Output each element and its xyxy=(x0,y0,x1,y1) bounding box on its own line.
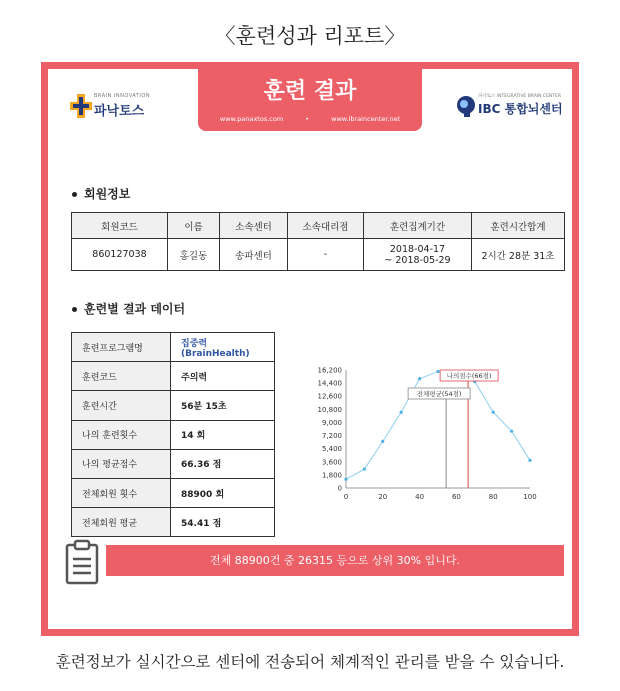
y-tick-label: 3,600 xyxy=(321,458,342,467)
x-tick-label: 100 xyxy=(523,493,537,501)
cell-total-time: 2시간 28분 31초 xyxy=(472,239,565,271)
data-point xyxy=(436,370,439,373)
data-point xyxy=(400,411,403,414)
x-tick-label: 0 xyxy=(343,493,349,501)
cell-member-code: 860127038 xyxy=(72,239,168,271)
panaxtos-logo xyxy=(70,91,170,121)
y-tick-label: 14,400 xyxy=(317,379,342,388)
col-center: 소속센터 xyxy=(220,213,288,239)
col-member-code: 회원코드 xyxy=(72,213,168,239)
url-separator: • xyxy=(305,115,310,123)
y-tick-label: 9,000 xyxy=(321,418,342,427)
col-total-time: 훈련시간합계 xyxy=(472,213,565,239)
bullet-icon xyxy=(72,307,77,312)
row-value: 14 회 xyxy=(171,420,275,449)
footer-caption: 훈련정보가 실시간으로 센터에 전송되어 체계적인 관리를 받을 수 있습니다. xyxy=(55,653,565,671)
panaxtos-cross-icon xyxy=(70,94,92,118)
data-point xyxy=(492,411,495,414)
row-value: 66.36 점 xyxy=(171,449,275,478)
cell-name: 홍길동 xyxy=(168,239,220,271)
x-tick-label: 80 xyxy=(488,493,498,501)
y-tick-label: 7,200 xyxy=(321,432,342,441)
period-start: 2018-04-17 xyxy=(389,243,446,255)
row-value: 집중력 (BrainHealth) xyxy=(171,333,275,362)
result-table xyxy=(71,332,275,537)
data-point xyxy=(381,440,384,443)
url-ibraincenter: www.ibraincenter.net xyxy=(331,115,401,123)
table-row xyxy=(72,508,275,537)
table-row xyxy=(72,420,275,449)
panaxtos-tagline: BRAIN INNOVATION xyxy=(94,93,151,99)
table-row xyxy=(72,362,275,391)
member-info-table xyxy=(71,212,565,271)
x-tick-label: 20 xyxy=(378,493,388,501)
row-key: 훈련프로그램명 xyxy=(72,333,171,362)
table-row xyxy=(72,478,275,507)
y-tick-label: 5,400 xyxy=(321,445,342,454)
bullet-icon xyxy=(72,192,77,197)
data-point xyxy=(528,459,531,462)
annotation-label: 나의점수(66점) xyxy=(446,372,492,380)
cell-agency: - xyxy=(288,239,364,271)
panaxtos-name: 파낙토스 xyxy=(94,104,145,119)
ibc-name: IBC 통합뇌센터 xyxy=(478,102,563,116)
y-tick-label: 10,800 xyxy=(317,405,342,414)
ibc-tagline: 파낙토스 INTEGRATIVE BRAIN CENTER xyxy=(478,94,561,99)
y-tick-label: 1,800 xyxy=(321,471,342,480)
table-row xyxy=(72,391,275,420)
header-urls xyxy=(198,115,422,123)
page-title: 〈훈련성과 리포트〉 xyxy=(214,24,406,48)
row-value: 56분 15초 xyxy=(171,391,275,420)
period-end: ~ 2018-05-29 xyxy=(384,254,451,266)
score-distribution-chart xyxy=(308,362,538,508)
col-agency: 소속대리점 xyxy=(288,213,364,239)
result-section-title: 훈련별 결과 데이터 xyxy=(72,300,185,317)
report-frame xyxy=(41,62,579,636)
col-period: 훈련집계기간 xyxy=(364,213,472,239)
x-tick-label: 60 xyxy=(451,493,461,501)
table-row xyxy=(72,449,275,478)
row-value: 88900 회 xyxy=(171,478,275,507)
y-tick-label: 12,600 xyxy=(317,392,342,401)
row-key: 전체회원 횟수 xyxy=(72,478,171,507)
data-point xyxy=(510,430,513,433)
ibc-logo xyxy=(456,91,566,121)
x-tick-label: 40 xyxy=(415,493,425,501)
y-tick-label: 0 xyxy=(337,484,342,493)
data-point xyxy=(418,377,421,380)
url-panaxtos: www.panaxtos.com xyxy=(219,115,284,123)
report-title: 훈련 결과 xyxy=(263,79,357,104)
table-row xyxy=(72,239,565,271)
header-tab xyxy=(198,62,422,131)
row-key: 훈련코드 xyxy=(72,362,171,391)
cell-period xyxy=(364,239,472,271)
row-key: 나의 평균점수 xyxy=(72,449,171,478)
brain-head-icon xyxy=(456,95,476,117)
clipboard-icon xyxy=(64,539,100,585)
y-tick-label: 16,200 xyxy=(317,366,342,375)
row-value: 54.41 점 xyxy=(171,508,275,537)
data-point xyxy=(344,478,347,481)
summary-banner: 전체 88900건 중 26315 등으로 상위 30% 입니다. xyxy=(106,545,564,576)
row-value: 주의력 xyxy=(171,362,275,391)
row-key: 훈련시간 xyxy=(72,391,171,420)
col-name: 이름 xyxy=(168,213,220,239)
table-header-row xyxy=(72,213,565,239)
row-key: 전체회원 평균 xyxy=(72,508,171,537)
member-section-title: 회원정보 xyxy=(72,185,130,202)
data-point xyxy=(363,467,366,470)
table-row xyxy=(72,333,275,362)
cell-center: 송파센터 xyxy=(220,239,288,271)
annotation-label: 전체평균(54점) xyxy=(416,390,462,398)
row-key: 나의 훈련횟수 xyxy=(72,420,171,449)
